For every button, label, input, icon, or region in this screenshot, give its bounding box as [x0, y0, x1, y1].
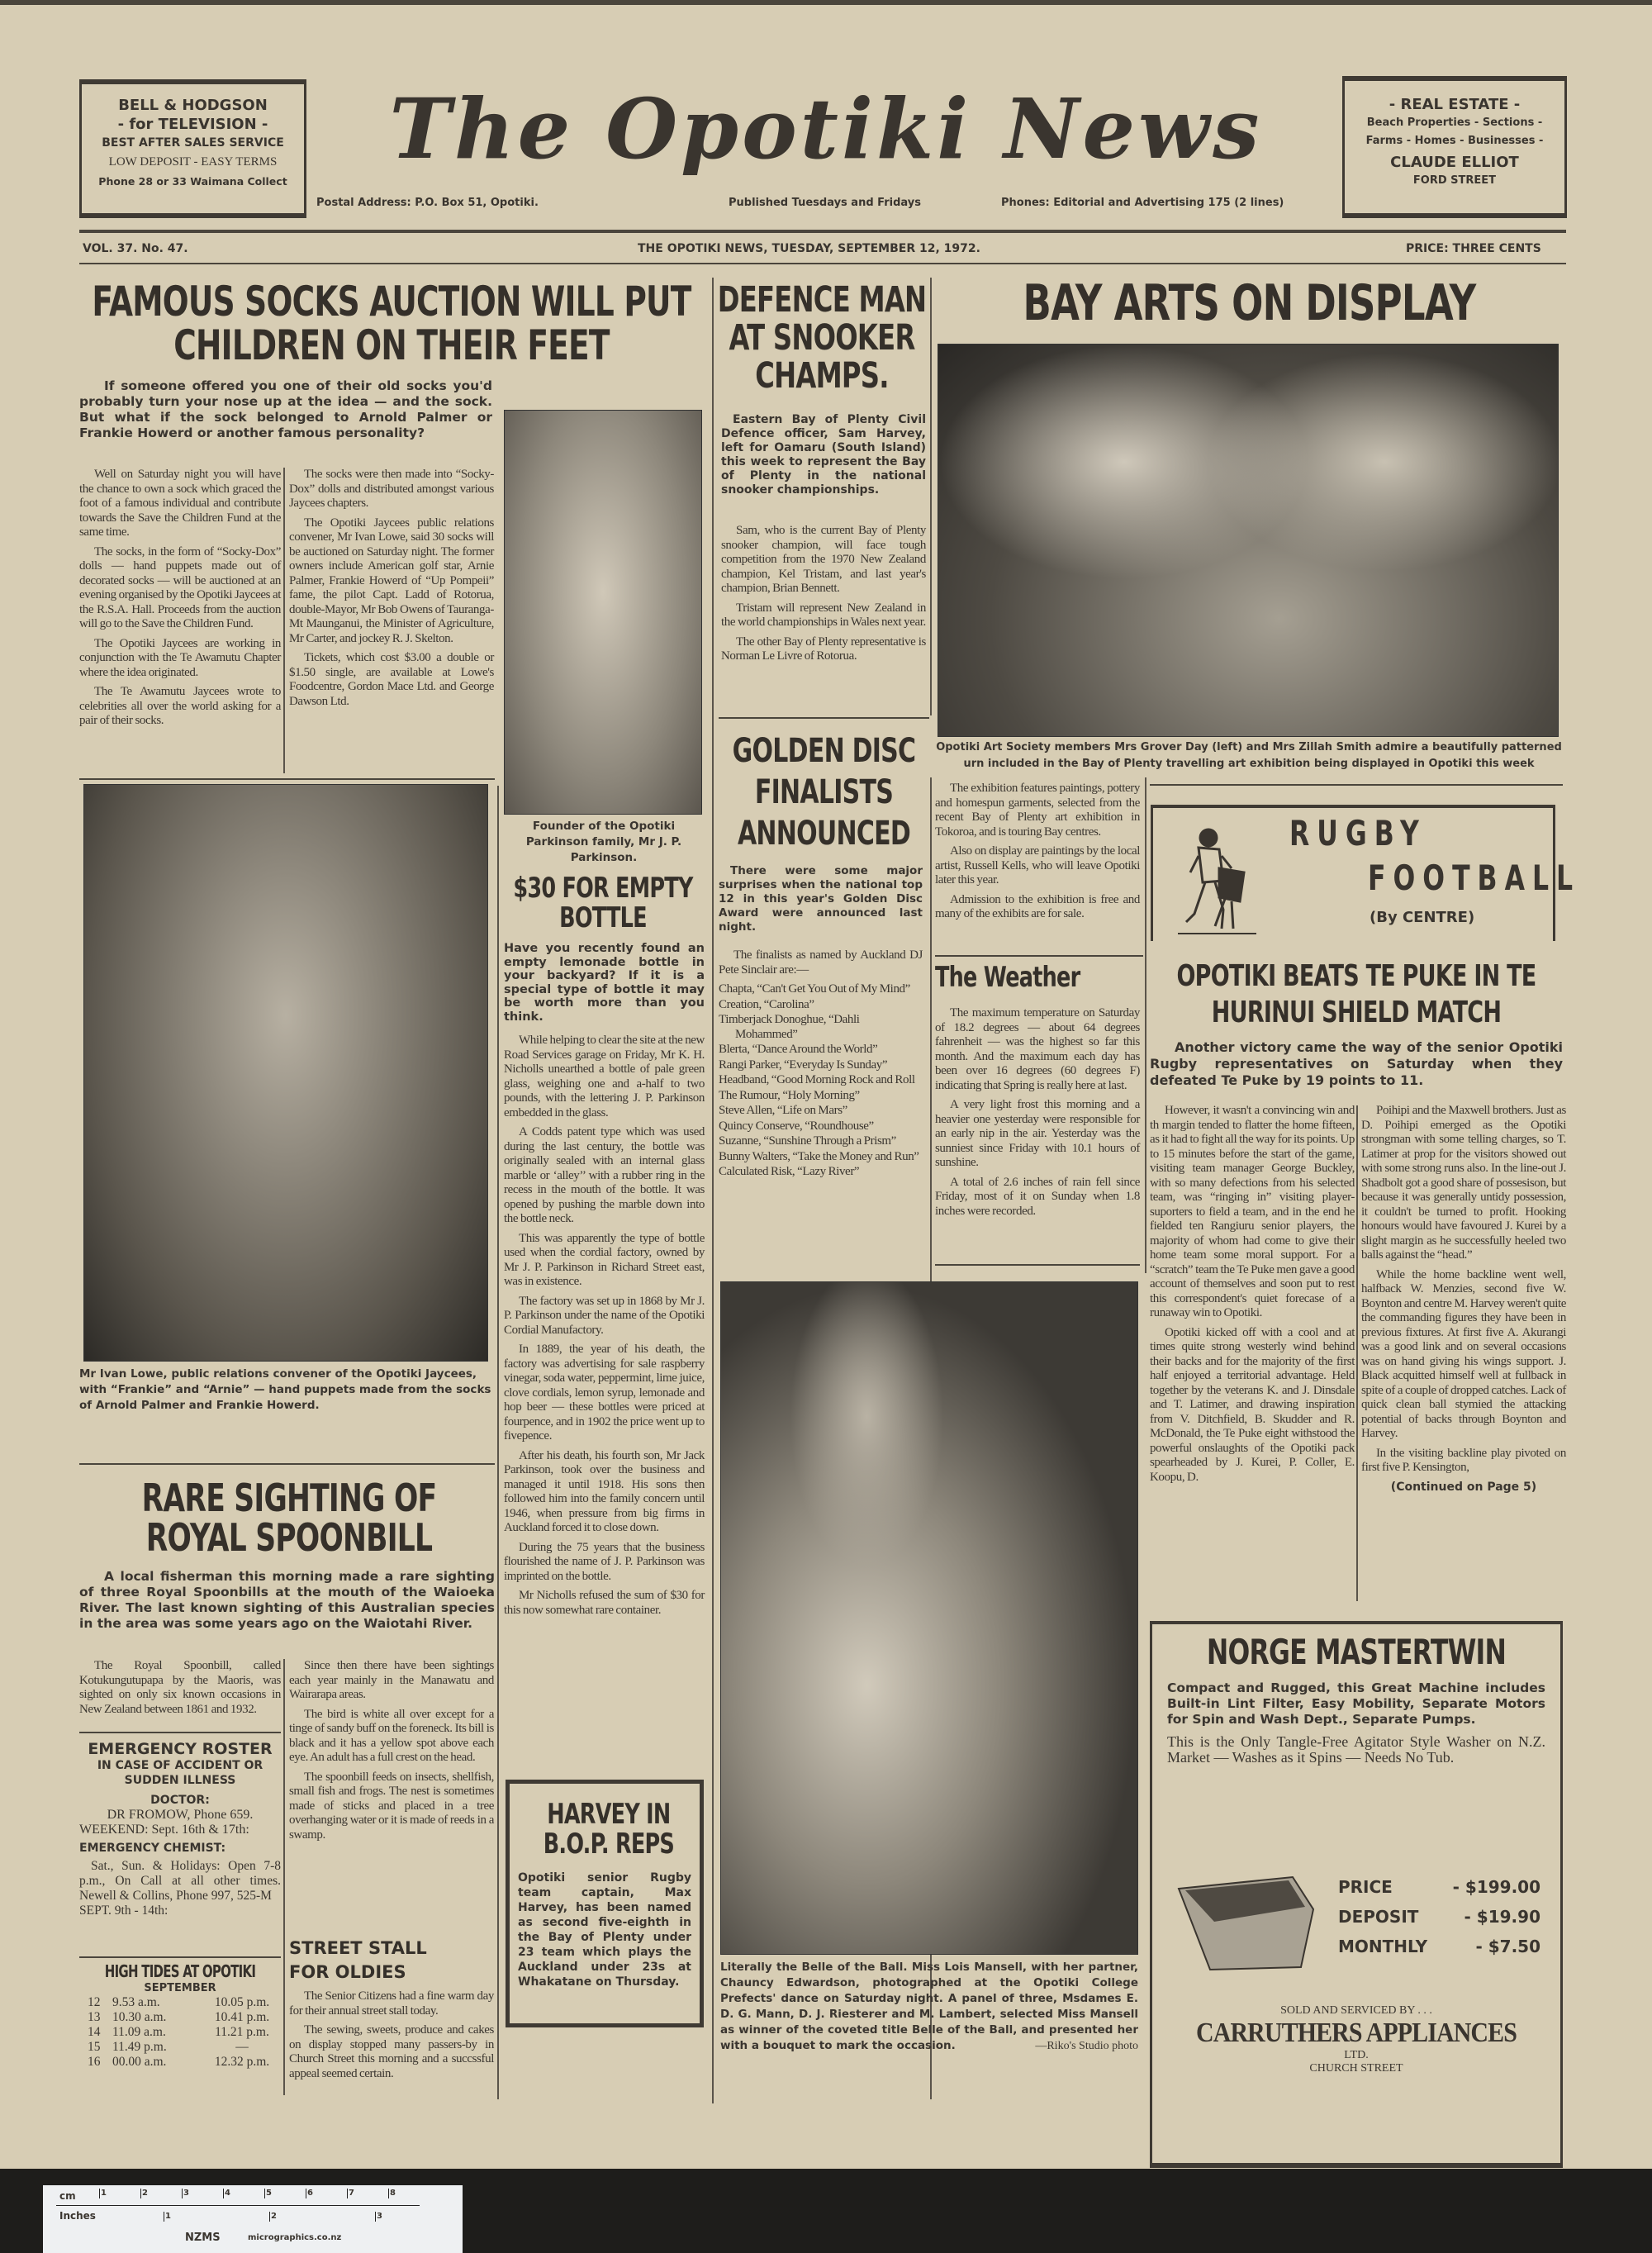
tide-morning: 9.53 a.m.	[112, 1995, 160, 2009]
postal-address: Postal Address: P.O. Box 51, Opotiki.	[316, 197, 539, 209]
rugby-col2-paragraphs	[1361, 1104, 1566, 1476]
norge-body: This is the Only Tangle-Free Agitator Style Washer on N.Z. Market — Washes as it Spins — Needs No Tub.	[1167, 1733, 1545, 1766]
ruler-tick: 3	[377, 2212, 382, 2221]
company-street: CHURCH STREET	[1309, 2062, 1403, 2075]
tides-month: SEPTEMBER	[144, 1982, 216, 1994]
doctor-label: DOCTOR:	[150, 1794, 210, 1807]
paragraph: Tristam will represent New Zealand in the world championships in Wales next year.	[721, 601, 926, 629]
socks-deck: If someone offered you one of their old socks you'd probably turn your nose up at the idea — and the sock. But what if the sock belonged to Arnold Palmer or Frankie Howerd or another famous personality?	[79, 378, 492, 440]
bottle-headline-box	[500, 874, 706, 933]
tide-day: 13	[88, 2010, 101, 2024]
price: PRICE: THREE CENTS	[1406, 242, 1541, 255]
snooker-deck: Eastern Bay of Plenty Civil Defence officer, Sam Harvey, left for Oamaru (South Island) this week to represent the Bay of Plenty in the national snooker championships.	[721, 413, 926, 497]
scale-ruler	[43, 2185, 463, 2253]
paragraph: A very light frost this morning and a heavier one yesterday were responsible for an early nip in the air. Yesterday was the sunniest since Friday with 10.1 hours of sunshine.	[935, 1098, 1140, 1169]
weather-headline: The Weather	[935, 961, 1080, 994]
phones: Phones: Editorial and Advertising 175 (2 lines)	[1001, 197, 1284, 209]
tide-row	[88, 2010, 281, 2025]
company-ltd: LTD.	[1344, 2049, 1369, 2061]
tide-day: 15	[88, 2040, 101, 2054]
socks-headline-box	[79, 280, 704, 367]
paragraph: After his death, his fourth son, Mr Jack Parkinson, took over the business and managed it until 1918. His sons then followed him into the family concern until 1946, when pressure from big firms in Auckland forced it to close down.	[504, 1448, 705, 1534]
finalist-item: Bunny Walters, “Take the Money and Run”	[719, 1149, 919, 1163]
norge-headline: NORGE MASTERTWIN	[1206, 1632, 1507, 1672]
chemist-label: EMERGENCY CHEMIST:	[79, 1842, 226, 1855]
tide-day: 12	[88, 1995, 101, 2009]
finalists-list	[719, 982, 923, 1180]
column-rule	[1356, 1105, 1358, 1601]
rugby-deck: Another victory came the way of the senior Opotiki Rugby representatives on Saturday when they defeated Te Puke by 19 points to 11.	[1150, 1039, 1563, 1088]
paragraph: The other Bay of Plenty representative is Norman Le Livre of Rotorua.	[721, 635, 926, 663]
paragraph: The Te Awamutu Jaycees wrote to celebrities all over the world asking for a pair of their socks.	[79, 685, 281, 727]
tide-row	[88, 2055, 281, 2070]
golden-disc-body	[719, 948, 923, 1181]
tide-evening: 11.21 p.m.	[215, 2025, 269, 2039]
golden-disc-intro: The finalists as named by Auckland DJ Pete Sinclair are:—	[719, 948, 923, 977]
ad-line: - for TELEVISION -	[117, 116, 268, 133]
chemist: Sat., Sun. & Holidays: Open 7-8 p.m., On Call at all other times. Newell & Collins, Phone 997, 525-M	[79, 1859, 281, 1903]
ruler-tick: 7	[349, 2189, 354, 2198]
spoonbill-headline: RARE SIGHTING OF ROYAL SPOONBILL	[141, 1476, 437, 1561]
dateline-rule	[79, 263, 1566, 264]
football-label: FOOTBALL	[1368, 858, 1581, 898]
finalist-item: Suzanne, “Sunshine Through a Prism”	[719, 1134, 896, 1148]
ad-line: Phone 28 or 33 Waimana Collect	[98, 175, 287, 188]
ruler-tick: 6	[307, 2189, 313, 2198]
paragraph: A total of 2.6 inches of rain fell since Friday, most of it on Sunday when 1.8 inches were recorded.	[935, 1175, 1140, 1218]
rugby-body-col1	[1150, 1104, 1355, 1490]
ruler-tick: 2	[271, 2212, 277, 2221]
ruler-tick: 4	[225, 2189, 230, 2198]
column-rule	[930, 278, 932, 715]
column-rule	[712, 278, 714, 2103]
socks-body-col1	[79, 468, 281, 734]
high-tides-table	[79, 1961, 281, 2070]
tides-title: HIGH TIDES AT OPOTIKI	[104, 1961, 256, 1981]
tide-morning: 11.49 p.m.	[112, 2040, 167, 2054]
bay-arts-urn-photo	[938, 344, 1559, 737]
street-stall-headline: STREET STALL FOR OLDIES	[289, 1938, 427, 1982]
golden-disc-headline: GOLDEN DISC FINALISTS ANNOUNCED	[732, 732, 916, 853]
finalist-item: Timberjack Donoghue, “Dahli Mohammed”	[719, 1013, 860, 1041]
finalist-item: Creation, “Carolina”	[719, 997, 814, 1011]
ad-line: Farms - Homes - Businesses -	[1365, 135, 1544, 147]
nzms-logo: NZMS	[185, 2232, 221, 2244]
spoonbill-headline-box	[116, 1476, 463, 1561]
street-stall-body	[289, 1989, 494, 2086]
finalist-item: Calculated Risk, “Lazy River”	[719, 1165, 860, 1178]
golden-disc-headline-box	[719, 730, 929, 854]
tide-day: 16	[88, 2055, 101, 2069]
price-value: - $19.90	[1464, 1907, 1540, 1927]
section-rule	[935, 955, 1143, 957]
finalist-item: Blerta, “Dance Around the World”	[719, 1043, 878, 1056]
tide-evening: 10.05 p.m.	[214, 1995, 270, 2009]
golden-disc-deck: There were some major surprises when the national top 12 in this year's Golden Disc Award were announced last night.	[719, 864, 923, 934]
section-rule	[79, 1956, 281, 1958]
finalist-item: The Rumour, “Holy Morning”	[719, 1088, 860, 1102]
finalist-item: Steve Allen, “Life on Mars”	[719, 1104, 847, 1117]
weekend-dates: WEEKEND: Sept. 16th & 17th:	[79, 1823, 249, 1837]
emergency-title: EMERGENCY ROSTER	[88, 1740, 273, 1758]
price-list	[1338, 1872, 1540, 1961]
ruler-tick: 8	[390, 2189, 396, 2198]
emergency-subtitle: IN CASE OF ACCIDENT OR SUDDEN ILLNESS	[97, 1759, 263, 1787]
publication-days: Published Tuesdays and Fridays	[729, 197, 921, 209]
weather-headline-box	[935, 963, 1140, 993]
paragraph: The factory was set up in 1868 by Mr J. P. Parkinson under the name of the Opotiki Cordial Manufactory.	[504, 1294, 705, 1337]
rugby-byline: (By CENTRE)	[1370, 909, 1475, 926]
rugby-label: RUGBY	[1289, 813, 1427, 853]
paragraph: The exhibition features paintings, pottery and homespun garments, selected from the recent Bay of Plenty art exhibition in Tokoroa, and is touring Bay centres.	[935, 782, 1140, 839]
snooker-headline: DEFENCE MAN AT SNOOKER CHAMPS.	[717, 279, 927, 397]
tide-day: 14	[88, 2025, 101, 2039]
price-row	[1338, 1932, 1540, 1961]
rugby-player-illustration-icon	[1174, 823, 1265, 939]
section-rule	[719, 717, 929, 719]
snooker-headline-box	[715, 281, 928, 395]
company-name: CARRUTHERS APPLIANCES	[1196, 2018, 1517, 2048]
sold-by: SOLD AND SERVICED BY . . .	[1280, 2004, 1432, 2017]
spoonbill-deck: A local fisherman this morning made a rare sighting of three Royal Spoonbills at the mouth of the Waioeka River. The last known sighting of this Australian species in the area was some years ago on the Waiotahi River.	[79, 1569, 495, 1631]
masthead-rule	[79, 230, 1566, 233]
tide-evening: 12.32 p.m.	[214, 2055, 270, 2069]
paragraph: The Senior Citizens had a fine warm day for their annual street stall today.	[289, 1989, 494, 2018]
bay-arts-caption: Opotiki Art Society members Mrs Grover Day (left) and Mrs Zillah Smith admire a beautifully patterned urn included in the Bay of Plenty travelling art exhibition being displayed in Opotiki this week	[936, 741, 1562, 770]
harvey-box	[506, 1780, 704, 2027]
belle-of-the-ball-photo	[720, 1281, 1138, 1955]
bell-hodgson-ad	[79, 79, 306, 218]
paragraph: The socks, in the form of “Socky-Dox” dolls — hand puppets made out of decorated socks — will be auctioned at an evening organised by the Opotiki Jaycees at the R.S.A. Hall. Proceeds from the auction will go to the Save the Children Fund.	[79, 544, 281, 630]
tide-row	[88, 2025, 281, 2040]
finalist-item: Chapta, “Can't Get You Out of My Mind”	[719, 982, 910, 996]
washing-machine-image	[1177, 1872, 1317, 1971]
spoonbill-body-col2	[289, 1659, 494, 1847]
socks-headline: FAMOUS SOCKS AUCTION WILL PUT CHILDREN ON THEIR FEET	[92, 278, 691, 369]
ivan-lowe-caption: Mr Ivan Lowe, public relations convener of the Opotiki Jaycees, with “Frankie” and “Arnie” — hand puppets made from the socks of Arnold Palmer and Frankie Howerd.	[79, 1367, 491, 1412]
paragraph: Since then there have been sightings each year mainly in the Manawatu and Wairarapa areas.	[289, 1659, 494, 1701]
parkinson-caption: Founder of the Opotiki Parkinson family, Mr J. P. Parkinson.	[525, 820, 682, 864]
weather-body	[935, 1006, 1140, 1224]
paragraph: A Codds patent type which was used during the last century, the bottle was originally sealed with an internal glass marble or ‘alley’’ with a rubber ring in the recess in the mouth of the bottle. It was opened by pushing the marble down into the bottle neck.	[504, 1125, 705, 1225]
real-estate-ad	[1342, 76, 1567, 218]
paragraph: While the home backline went well, halfback W. Menzies, second five W. Boynton and centre M. Harvey weren't quite the commanding figures they have been in previous fixtures. At first five A. Akurangi was a good link and on several occasions was on hand giving his wings support. J. Black acquitted himself well at fullback in spite of a couple of dropped catches. Lack of quick clean ball stymied the attacking potential of backs through Boynton and Harvey.	[1361, 1267, 1566, 1440]
parkinson-portrait-photo	[504, 410, 702, 815]
paragraph: The maximum temperature on Saturday of 18.2 degrees — about 64 degrees fahrenheit — was the highest so far this month. And the maximum each day has been over 16 degrees (60 degrees F) indicating that Spring is really here at last.	[935, 1006, 1140, 1092]
paragraph: Sam, who is the current Bay of Plenty snooker champion, will face tough competition from the 1970 New Zealand champion, Kel Tristam, and last year's champion, Brian Bennett.	[721, 524, 926, 595]
harvey-body: Opotiki senior Rugby team captain, Max Harvey, has been named as second five-eighth in the Bay of Plenty under 23 team which plays the Auckland under 23s at Whakatane on Thursday.	[518, 1871, 691, 1989]
ruler-tick: 1	[101, 2189, 107, 2198]
paragraph: The spoonbill feeds on insects, shellfish, small fish and frogs. The nest is sometimes made of sticks and placed in a tree overhanging water or it is made of reeds in a swamp.	[289, 1770, 494, 1842]
finalist-item: Headband, “Good Morning Rock and Roll	[719, 1073, 915, 1086]
ruler-tick: 3	[183, 2189, 189, 2198]
bottle-body	[504, 1034, 705, 1623]
belle-caption-text: Literally the Belle of the Ball. Miss Lois Mansell, with her partner, Chauncy Edwardson, photographed at the Opotiki College Prefects' dance on Saturday night. A panel of three, Msdames E. D. G. Mann, D. J. Riesterer and M. Lambert, selected Miss Mansell as winner of the coveted title Belle of the Ball, and presented her with a bouquet to mark the occasion.	[720, 1961, 1138, 2052]
ad-line: CLAUDE ELLIOT	[1390, 154, 1519, 171]
price-row	[1338, 1902, 1540, 1932]
column-rule	[283, 1659, 285, 2095]
snooker-body	[721, 524, 926, 669]
column-rule	[283, 468, 285, 773]
bay-arts-headline: BAY ARTS ON DISPLAY	[1023, 274, 1476, 332]
paragraph: The Opotiki Jaycees are working in conjunction with the Te Awamutu Chapter where the idea originated.	[79, 636, 281, 679]
ruler-tick: 2	[142, 2189, 148, 2198]
ivan-lowe-puppets-photo	[83, 784, 488, 1362]
tide-evening: —	[235, 2040, 249, 2054]
tide-evening: 10.41 p.m.	[214, 2010, 270, 2024]
paragraph: However, it wasn't a convincing win and th margin tended to flatter the home fifteen, as it had to fight all the way for its points. Up to 15 minutes before the start of the game, visiting team manager George Buckley, with so many defections from his selected team, was “ringing in” visiting player-suporters to field a team, and in the end he fielded ten Rangiuru senior players, the majority of whom had come to give their home team some moral support. For a “scratch” team the Te Puke men gave a good account of themselves and soon put to rest this correspondent's quiet forecase of a runaway win to Opotiki.	[1150, 1104, 1355, 1319]
volume-number: VOL. 37. No. 47.	[83, 242, 188, 255]
paragraph: In 1889, the year of his death, the factory was advertising for sale raspberry vinegar, soda water, peppermint, lime juice, clove cordials, lemon syrup, lemonade and hop beer — these bottles were priced at fourpence, and in 1902 the price went up to fivepence.	[504, 1343, 705, 1443]
section-rule	[79, 778, 495, 780]
continued-link[interactable]: (Continued on Page 5)	[1390, 1480, 1537, 1494]
paragraph: This was apparently the type of bottle used when the cordial factory, owned by Mr J. P. Parkinson in Richard Street east, was in existence.	[504, 1231, 705, 1288]
finalist-item: Rangi Parker, “Everyday Is Sunday”	[719, 1058, 888, 1072]
paragraph: Admission to the exhibition is free and many of the exhibits are for sale.	[935, 892, 1140, 920]
tide-morning: 00.00 a.m.	[112, 2055, 167, 2069]
ruler-tick: 1	[165, 2212, 171, 2221]
ad-line: BELL & HODGSON	[118, 97, 268, 114]
emergency-roster	[79, 1740, 281, 1918]
micrographics-site: micrographics.co.nz	[248, 2233, 342, 2242]
harvey-headline: HARVEY IN B.O.P. REPS	[543, 1798, 675, 1861]
paragraph: Well on Saturday night you will have the chance to own a sock which graced the foot of a famous individual and contribute towards the Save the Children Fund at the same time.	[79, 468, 281, 539]
price-label: MONTHLY	[1338, 1937, 1428, 1956]
ruler-tick: 5	[266, 2189, 272, 2198]
paragraph: In the visiting backline play pivoted on first five P. Kensington,	[1361, 1446, 1566, 1474]
socks-body-col2	[289, 468, 494, 714]
bay-arts-body	[935, 782, 1140, 927]
price-label: DEPOSIT	[1338, 1907, 1419, 1927]
price-row	[1338, 1872, 1540, 1902]
section-rule	[1150, 784, 1563, 786]
tide-morning: 10.30 a.m.	[112, 2010, 167, 2024]
ad-line: LOW DEPOSIT - EASY TERMS	[108, 155, 278, 169]
bottle-headline: $30 FOR EMPTY BOTTLE	[513, 872, 693, 934]
cm-label: cm	[59, 2190, 76, 2202]
rugby-headline-box	[1150, 958, 1563, 1031]
spoonbill-body-col1	[79, 1659, 281, 1722]
photo-credit: —Riko's Studio photo	[1035, 2040, 1138, 2052]
column-rule	[1145, 777, 1146, 1273]
belle-caption	[720, 1960, 1138, 2054]
price-label: PRICE	[1338, 1877, 1393, 1897]
norge-deck: Compact and Rugged, this Great Machine includes Built-in Lint Filter, Easy Mobility, Separate Motors for Spin and Wash Dept., Separate Pumps.	[1167, 1680, 1545, 1728]
ad-line: - REAL ESTATE -	[1389, 96, 1521, 113]
inches-label: Inches	[59, 2210, 96, 2222]
bay-arts-headline-box	[938, 274, 1561, 332]
price-value: - $199.00	[1452, 1877, 1540, 1897]
ad-line: FORD STREET	[1412, 174, 1497, 187]
column-rule	[497, 786, 499, 2099]
rugby-body-col2	[1361, 1104, 1566, 1494]
paragraph: The sewing, sweets, produce and cakes on display stopped many passers-by in Church Street this morning and a succssful appeal seemed certain.	[289, 2023, 494, 2080]
section-rule	[935, 1264, 1140, 1266]
masthead-title: The Opotiki News	[389, 80, 1263, 178]
ad-line: BEST AFTER SALES SERVICE	[102, 136, 284, 150]
finalist-item: Quincy Conserve, “Roundhouse”	[719, 1119, 874, 1133]
price-value: - $7.50	[1475, 1937, 1540, 1956]
section-rule	[79, 1463, 495, 1465]
paragraph: Mr Nicholls refused the sum of $30 for this now somewhat rare container.	[504, 1589, 705, 1617]
paragraph: The Opotiki Jaycees public relations convener, Mr Ivan Lowe, said 30 socks will be auctioned on Saturday night. The former owners include American golf star, Arnie Palmer, Frankie Howerd of “Up Pompeii” fame, the pilot Capt. Ladd of Rotorua, double-Mayor, Mr Bob Owens of Tauranga-Mt Maunganui, the Minister of Agriculture, Mr Carter, and jockey R. J. Skelton.	[289, 516, 494, 645]
tide-morning: 11.09 a.m.	[112, 2025, 166, 2039]
paragraph: Poihipi and the Maxwell brothers. Just as D. Poihipi emerged as the Opotiki strongman with some telling charges, so T. Latimer at prop for the visitors showed out with some strong runs also. In the line-out J. Shadbolt got a good share of possesison, but because it was generally untidy possession, it couldn't be turned to profit. Hooking honours would have favoured J. Kurei by a slight margin as he successfully heeled two balls against the “head.”	[1361, 1104, 1566, 1262]
paragraph: Also on display are paintings by the local artist, Russell Kells, who will leave Opotiki later this year.	[935, 844, 1140, 886]
ruler-line	[56, 2205, 420, 2206]
tide-row	[88, 2040, 281, 2055]
rugby-headline: OPOTIKI BEATS TE PUKE IN TE HURINUI SHIELD MATCH	[1176, 959, 1536, 1029]
paragraph: The socks were then made into “Socky-Dox” dolls and distributed amongst various Jaycees chapters.	[289, 468, 494, 510]
rugby-football-banner	[1151, 805, 1581, 941]
norge-mastertwin-ad	[1150, 1621, 1563, 2168]
paragraph: The bird is white all over except for a tinge of sandy buff on the foreneck. Its bill is black and it has a yellow spot above each eye. An adult has a full crest on the head.	[289, 1707, 494, 1764]
paragraph: While helping to clear the site at the new Road Services garage on Friday, Mr K. H. Nicholls unearthed a bottle of pale green glass, weighing one and a-half to two pounds, with the lettering J. P. Parkinson embedded in the glass.	[504, 1034, 705, 1119]
section-rule	[79, 1732, 281, 1733]
paragraph: Opotiki kicked off with a cool and at times quite strong westerly wind behind their backs and for the majority of the first half enjoyed a territorial advantage. Held together by the veterans K. and J. Dinsdale and T. Latimer, and drawing inspiration from V. Ditchfield, B. Skudder and R. McDonald, the Te Puke eight withstood the powerful onslaughts of the Opotiki pack spearheaded by J. Kurei, P. Coller, E. Koopu, D.	[1150, 1325, 1355, 1484]
bottle-deck: Have you recently found an empty lemonade bottle in your backyard? If it is a special type of bottle it may be worth more than you think.	[504, 942, 705, 1024]
tide-row	[88, 1995, 281, 2010]
ad-line: Beach Properties - Sections -	[1366, 116, 1543, 129]
chemist-dates: SEPT. 9th - 14th:	[79, 1904, 169, 1918]
dateline: THE OPOTIKI NEWS, TUESDAY, SEPTEMBER 12, 1972.	[638, 242, 980, 255]
paragraph: The Royal Spoonbill, called Kotukungutupapa by the Maoris, was sighted on only six known occasions in New Zealand between 1861 and 1932.	[79, 1659, 281, 1716]
doctor: DR FROMOW, Phone 659.	[107, 1808, 254, 1822]
paragraph: During the 75 years that the business flourished the name of J. P. Parkinson was imprinted on the bottle.	[504, 1540, 705, 1583]
paragraph: Tickets, which cost $3.00 a double or $1.50 single, are available at Lowe's Foodcentre, Gordon Mace Ltd. and George Dawson Ltd.	[289, 651, 494, 708]
tides-rows	[79, 1995, 281, 2070]
norge-footer	[1152, 2004, 1560, 2075]
